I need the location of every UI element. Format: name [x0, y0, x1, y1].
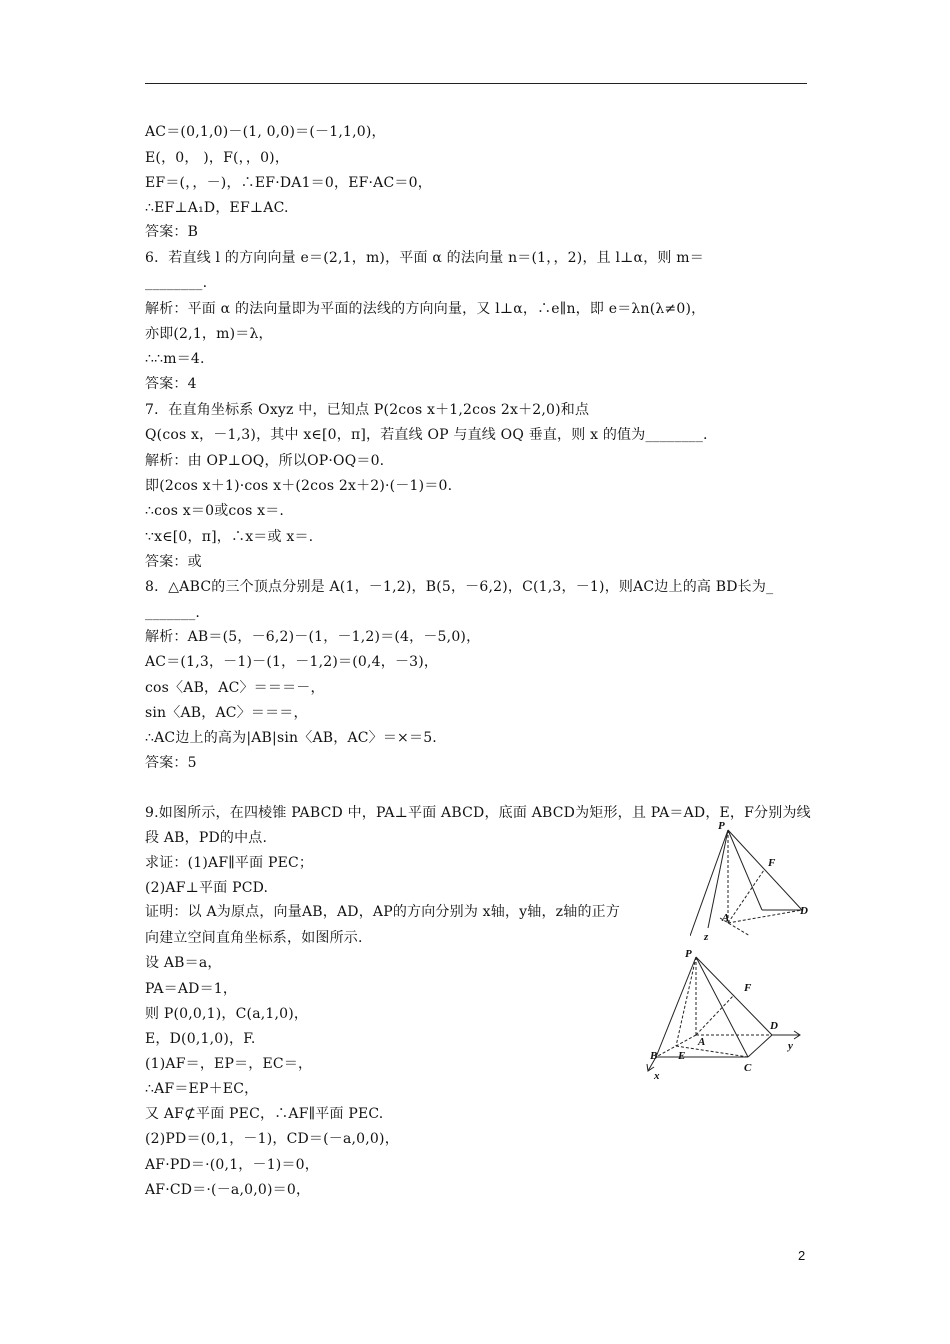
fig1-label-A: A: [722, 912, 730, 924]
text-line: 答案：或: [145, 554, 202, 570]
text-line: 设 AB＝a，: [145, 955, 222, 971]
text-line: 向建立空间直角坐标系，如图所示.: [145, 930, 363, 946]
fig2-label-C: C: [744, 1062, 752, 1074]
text-line: cos〈AB，AC〉＝＝＝－，: [145, 680, 325, 696]
fig1-label-P: P: [718, 820, 725, 832]
text-line: E(，0， )，F(，，0)，: [145, 150, 290, 166]
page-number: 2: [798, 1248, 806, 1263]
text-line: ∴AF＝EP＋EC，: [145, 1081, 259, 1097]
text-line: AF·PD＝·(0,1，－1)＝0，: [145, 1157, 319, 1173]
text-line: sin〈AB，AC〉＝＝＝，: [145, 705, 308, 721]
text-line: 9.如图所示，在四棱锥 PABCD 中，PA⊥平面 ABCD，底面 ABCD为矩形，且 PA＝AD，E，F分别为线: [145, 805, 811, 821]
text-line: 解析：平面 α 的法向量即为平面的法线的方向向量，又 l⊥α，∴e∥n，即 e＝λn(λ≠0)，: [145, 301, 706, 317]
fig2-label-B: B: [650, 1050, 658, 1062]
fig1-label-F: F: [768, 857, 776, 869]
text-line: 6．若直线 l 的方向向量 e＝(2,1，m)，平面 α 的法向量 n＝(1，，2)，且 l⊥α，则 m＝: [145, 250, 704, 266]
figure-pyramid-axes: [640, 945, 810, 1085]
text-line: _______.: [145, 605, 201, 621]
text-line: ∴cos x＝0或cos x＝.: [145, 503, 285, 519]
text-line: 段 AB，PD的中点.: [145, 830, 268, 846]
fig2-label-x: x: [654, 1070, 660, 1082]
text-line: 答案：B: [145, 224, 199, 240]
text-line: (2)AF⊥平面 PCD.: [145, 880, 269, 896]
text-line: 答案：4: [145, 376, 197, 392]
text-line: 则 P(0,0,1)，C(a,1,0)，: [145, 1006, 309, 1022]
fig2-label-D: D: [770, 1020, 778, 1032]
text-line: E，D(0,1,0)，F.: [145, 1031, 256, 1047]
text-line: 亦即(2,1，m)＝λ，: [145, 326, 273, 342]
header-rule: [145, 83, 807, 84]
fig2-label-y: y: [788, 1040, 793, 1052]
text-line: ∴AC边上的高为|AB|sin〈AB，AC〉＝×＝5.: [145, 730, 437, 746]
fig2-label-A: A: [698, 1036, 706, 1048]
fig2-label-P: P: [685, 948, 692, 960]
text-line: ________.: [145, 275, 208, 291]
fig2-label-E: E: [678, 1050, 686, 1062]
text-line: 7．在直角坐标系 Oxyz 中，已知点 P(2cos x＋1,2cos 2x＋2,0)和点: [145, 402, 590, 418]
fig1-label-z: z: [704, 931, 709, 943]
text-line: (2)PD＝(0,1，－1)，CD＝(－a,0,0)，: [145, 1131, 399, 1147]
text-line: EF＝(，，－)，∴EF·DA1＝0，EF·AC＝0，: [145, 175, 432, 191]
text-line: AF·CD＝·(－a,0,0)＝0，: [145, 1182, 311, 1198]
text-line: (1)AF＝，EP＝，EC＝，: [145, 1056, 313, 1072]
text-line: ∴∴m＝4.: [145, 351, 205, 367]
text-line: ∵x∈[0，π]，∴x＝或 x＝.: [145, 529, 314, 545]
text-line: AC＝(1,3，－1)－(1，－1,2)＝(0,4，－3)，: [145, 654, 439, 670]
text-line: 解析：由 OP⊥OQ，所以OP·OQ＝0.: [145, 453, 385, 469]
text-line: PA＝AD＝1，: [145, 981, 238, 997]
fig2-label-F: F: [744, 982, 752, 994]
text-line: 即(2cos x＋1)·cos x＋(2cos 2x＋2)·(－1)＝0.: [145, 478, 453, 494]
figure-pyramid-top: [690, 818, 820, 946]
fig1-label-D: D: [800, 905, 808, 917]
text-line: Q(cos x，－1,3)，其中 x∈[0，π]，若直线 OP 与直线 OQ 垂直，则 x 的值为________.: [145, 427, 708, 443]
text-line: ∴EF⊥A₁D，EF⊥AC.: [145, 200, 289, 216]
text-line: 又 AF⊄平面 PEC，∴AF∥平面 PEC.: [145, 1106, 384, 1122]
text-line: 8．△ABC的三个顶点分别是 A(1，－1,2)，B(5，－6,2)，C(1,3，－1)，则AC边上的高 BD长为_: [145, 579, 774, 595]
text-line: 答案：5: [145, 755, 197, 771]
text-line: 证明：以 A为原点，向量AB，AD，AP的方向分别为 x轴，y轴，z轴的正方: [145, 904, 621, 920]
text-line: AC＝(0,1,0)－(1, 0,0)＝(－1,1,0)，: [145, 124, 386, 140]
text-line: 求证：(1)AF∥平面 PEC；: [145, 855, 314, 871]
text-line: 解析：AB＝(5，－6,2)－(1，－1,2)＝(4，－5,0)，: [145, 629, 481, 645]
